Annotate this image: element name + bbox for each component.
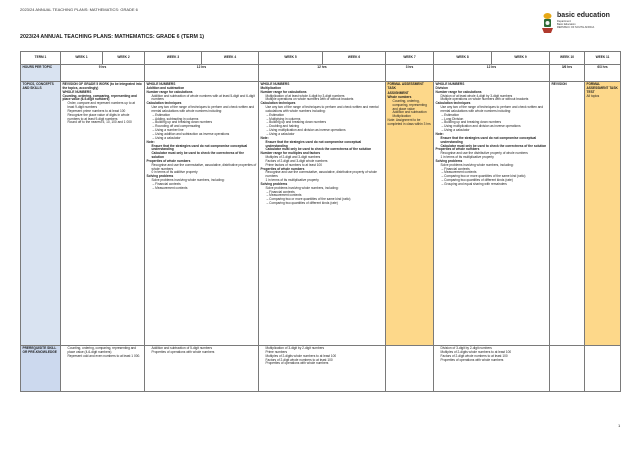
revision-sub: WHOLE NUMBERS (62, 89, 92, 94)
list-item: – Building up and breaking down numbers (442, 121, 548, 125)
list-item: – Using addition and subtraction as inverse operations (153, 133, 257, 137)
test-cell (585, 82, 621, 346)
hours-weeks-1-2: 9 hrs (61, 65, 145, 82)
revision-week-10-cell (550, 82, 585, 346)
list-item: • Recognise and use the distributive property of whole numbers (441, 152, 548, 156)
list-item: • Multiplication of 3-digit by 2-digit numbers (266, 347, 384, 351)
dbe-logo (541, 12, 621, 36)
list-item: • Calculator must only be used to check the correctness of the solution (266, 148, 384, 152)
section-heading: Properties of whole numbers (146, 158, 191, 163)
list-item: • Represent odd and even numbers to at least 1 000. (68, 355, 143, 359)
list-item: – Using multiplication and division as inverse operations (442, 125, 548, 129)
list-item: – Using a calculator (267, 133, 384, 137)
list-item: – Building up and breaking down numbers (267, 121, 384, 125)
list-item: • Properties of operations with whole numbers (266, 362, 384, 366)
multiplication-cell (259, 82, 386, 346)
list-item: – Comparing two quantities of different kinds (rate) (267, 202, 384, 206)
list-item: – Doubling and halving (267, 125, 384, 129)
prereq-revision (61, 346, 145, 392)
list-item: • Multiplication (393, 115, 432, 119)
addition-cell (145, 82, 259, 346)
section-heading: Number range for multiples and factors (260, 151, 321, 156)
section-heading: ASSIGNMENT (387, 91, 409, 96)
section-heading: Whole numbers (387, 95, 412, 100)
list-item: • Ensure that the strategies used do not compromise conceptual understanding (266, 141, 384, 149)
section-heading: Calculation techniques (146, 101, 182, 106)
section-heading: Number range for calculations (435, 89, 482, 94)
prerequisite-row (21, 346, 621, 392)
week-8-header: WEEK 8 (434, 52, 492, 65)
week-10-header: WEEK 10 (550, 52, 585, 65)
list-item: • Multiplication of at least whole 4-digit by 3-digit numbers (266, 95, 384, 99)
list-item: – Estimation (153, 114, 257, 118)
list-item: • Calculator must only be used to check the correctness of the solution (152, 152, 257, 160)
page-title: 2023/24 ANNUAL TEACHING PLANS: MATHEMATICS: GRADE 6 (TERM 1) (20, 34, 205, 40)
list-item: • Multiple operations on whole numbers with or without brackets (441, 98, 548, 102)
list-item: • Addition and subtraction of 5-digit numbers (152, 347, 257, 351)
section-heading: Number range for calculations (260, 89, 307, 94)
list-item: – Adding, subtracting in columns (153, 118, 257, 122)
list-item: • Factors of 2-digit and 3-digit whole numbers (266, 160, 384, 164)
list-item: – Financial contexts (267, 191, 384, 195)
hours-weeks-8-9: 12 hrs (434, 65, 550, 82)
list-item: • Represent prime numbers to at least 100 (68, 110, 143, 114)
list-item: • 0 in terms of its additive property (152, 171, 257, 175)
list-item: – Estimation (442, 114, 548, 118)
assignment-note: Note: Assignment to be completed in class within 3 hrs (387, 118, 431, 126)
section-heading: Number range for calculations (146, 89, 193, 94)
section-heading: Calculation techniques (435, 101, 471, 106)
week-2-header: WEEK 2 (103, 52, 145, 65)
list-item: • Division of at least whole 4-digit by 3-digit numbers (441, 95, 548, 99)
section-heading: All topics (586, 93, 600, 98)
hours-week-11: 6/3 hrs (585, 65, 621, 82)
list-item: – Measurement contexts (267, 194, 384, 198)
list-item: • Factors of 2-digit whole numbers to at least 100 (441, 355, 548, 359)
list-item: – Estimation (267, 114, 384, 118)
week-4-header: WEEK 4 (202, 52, 259, 65)
hours-row (21, 65, 621, 82)
list-item: – Multiplying in columns (267, 118, 384, 122)
list-item: – Using multiplication and division as inverse operations (267, 129, 384, 133)
list-item: – Long Division (442, 118, 548, 122)
hours-label: HOURS PER TOPIC (21, 65, 61, 82)
hours-week-7: 3 hrs (386, 65, 434, 82)
list-item: • Counting, ordering, comparing, representing and place value (4-6-digit numbers) (68, 347, 143, 355)
list-item: • Order, compare and represent numbers up to at least 9-digit numbers (68, 102, 143, 110)
list-item: • Division of 3-digit by 2-digit numbers (441, 347, 548, 351)
list-item: • Solve problems involving whole numbers, including: (441, 164, 548, 168)
topics-label: TOPICS, CONCEPTS AND SKILLS (21, 82, 61, 346)
list-item: • Recognise and use the commutative, associative, distributive property of whole numbers (266, 171, 384, 179)
prereq-label: PREREQUISITE SKILL OR PRE-KNOWLEDGE (21, 346, 61, 392)
list-item: • Counting, ordering, comparing, representing and place value (393, 100, 432, 112)
list-item: • Addition and subtraction of whole numbers with at least 5-digit and 6-digit numbers (152, 95, 257, 103)
topics-row (21, 82, 621, 346)
week-3-header: WEEK 3 (145, 52, 202, 65)
division-cell (434, 82, 550, 346)
list-item: • Calculator must only be used to check the correctness of the solution (441, 145, 548, 149)
list-item: • Multiple operations on whole numbers with or without brackets (266, 98, 384, 102)
list-item: • Solve problems involving whole numbers, including: (152, 179, 257, 183)
list-item: – Rounding off and compensating (153, 125, 257, 129)
list-item: – Using a calculator (442, 129, 548, 133)
list-item: • Factors of 2-digit whole numbers to at least 100 (266, 359, 384, 363)
section-heading: WHOLE NUMBERS (260, 82, 290, 86)
section-heading: Properties of whole numbers (260, 166, 305, 171)
week-11-header: WEEK 11 (585, 52, 621, 65)
section-heading: Solving problems (260, 181, 288, 186)
list-item: • Round off to the nearest 5, 10, 100 and 1 000 (68, 121, 143, 125)
list-item: • Properties of operations with whole numbers (152, 351, 257, 355)
list-item: – Comparing two or more quantities of the same kind (ratio) (267, 198, 384, 202)
list-item: – Measurement contexts (153, 187, 257, 191)
section-heading: FORMAL ASSESSMENT TASK (586, 82, 618, 90)
prereq-addition (145, 346, 259, 392)
note-label: Note: (260, 135, 269, 140)
list-item: – Measurement contexts (442, 171, 548, 175)
section-heading: REVISION (551, 82, 567, 86)
section-heading: TEST (586, 89, 595, 94)
list-item: • Ensure that the strategies used do not compromise conceptual understanding (441, 137, 548, 145)
hours-weeks-5-6: 12 hrs (259, 65, 386, 82)
hours-weeks-3-4: 12 hrs (145, 65, 259, 82)
list-item: • Recognize the place value of digits in whole numbers to at least 9-digit numbers (68, 114, 143, 122)
section-heading: FORMAL ASSESSMENT TASK (387, 82, 424, 90)
section-heading: Multiplication (260, 85, 282, 90)
page-number: 1 (618, 423, 621, 428)
section-heading: WHOLE NUMBERS (435, 82, 465, 86)
term-header: TERM 1 (21, 52, 61, 65)
section-heading: Properties of whole numbers (435, 147, 480, 152)
list-item: – Comparing two or more quantities of the same kind (ratio) (442, 175, 548, 179)
list-item: • Prime numbers (266, 351, 384, 355)
logo-line3: REPUBLIC OF SOUTH AFRICA (557, 26, 595, 29)
list-item: • Multiples of 2-digits whole numbers to at least 100 (441, 351, 548, 355)
logo-line1: Department: (557, 20, 572, 23)
note-label: Note: (146, 139, 155, 144)
note-label: Note: (435, 131, 444, 136)
list-item: – Financial contexts (153, 183, 257, 187)
list-item: • Use any two of the range of techniques to perform and check written and mental calculations with whole numbers including: (152, 106, 257, 114)
logo-brand: basic education (557, 12, 610, 19)
list-item: – Financial contexts (442, 168, 548, 172)
list-item: • Recognise and use the commutative, associative, distributive properties of whole numbers (152, 164, 257, 172)
teaching-plan-table (20, 51, 621, 392)
section-heading: Division (435, 85, 448, 90)
list-item: • Multiples of 2-digit and 3-digit numbers (266, 156, 384, 160)
list-item: – Comparing two quantities of different kinds (rate) (442, 179, 548, 183)
revision-title: REVISION OF GRADE 5 WORK (to be integrated into the topics, accordingly) (62, 82, 142, 90)
list-item: • Prime factors of numbers to at least 100 (266, 164, 384, 168)
prereq-week-11 (585, 346, 621, 392)
header-small: 2023/24 ANNUAL TEACHING PLANS: MATHEMATICS: GRADE 6 (20, 7, 138, 12)
week-1-header: WEEK 1 (61, 52, 103, 65)
week-9-header: WEEK 9 (492, 52, 550, 65)
list-item: • 1 in terms of its multiplicative property (441, 156, 548, 160)
week-5-header: WEEK 5 (259, 52, 323, 65)
coat-of-arms-icon (541, 12, 554, 34)
logo-line2: Basic Education (557, 23, 576, 26)
list-item: • Use any two of the range of techniques to perform and check written and mental calculations with whole numbers including: (266, 106, 384, 114)
section-heading: Addition and subtraction (146, 85, 185, 90)
list-item: • Solve problems involving whole numbers, including: (266, 187, 384, 191)
revision-cell (61, 82, 145, 346)
section-heading: Calculation techniques (260, 101, 296, 106)
list-item: • Use any two of the range of techniques to perform and check written and mental calculations with whole numbers including: (441, 106, 548, 114)
list-item: – Using a calculator (153, 137, 257, 141)
week-6-header: WEEK 6 (323, 52, 386, 65)
list-item: – Grouping and equal sharing with remainders (442, 183, 548, 187)
list-item: • Properties of operations with whole numbers (441, 359, 548, 363)
list-item: – Building up and breaking down numbers (153, 121, 257, 125)
section-heading: Solving problems (435, 158, 463, 163)
hours-week-10: 3/6 hrs (550, 65, 585, 82)
list-item: – Using a number line (153, 129, 257, 133)
week-7-header: WEEK 7 (386, 52, 434, 65)
prereq-division (434, 346, 550, 392)
list-item: • Ensure that the strategies used do not compromise conceptual understanding (152, 145, 257, 153)
list-item: • 1 in terms of its multiplicative property (266, 179, 384, 183)
list-item: • Addition and subtraction (393, 111, 432, 115)
prereq-multiplication (259, 346, 386, 392)
assignment-cell (386, 82, 434, 346)
week-header-row (21, 52, 621, 65)
list-item: • Multiples of 2-digits whole numbers to at least 100 (266, 355, 384, 359)
section-heading: Solving problems (146, 174, 174, 179)
prereq-week-10 (550, 346, 585, 392)
prereq-week-7 (386, 346, 434, 392)
section-heading: WHOLE NUMBERS (146, 82, 176, 86)
revision-bold: Counting, ordering, comparing, representing and place value (6-9-digit numbers) (62, 93, 137, 102)
